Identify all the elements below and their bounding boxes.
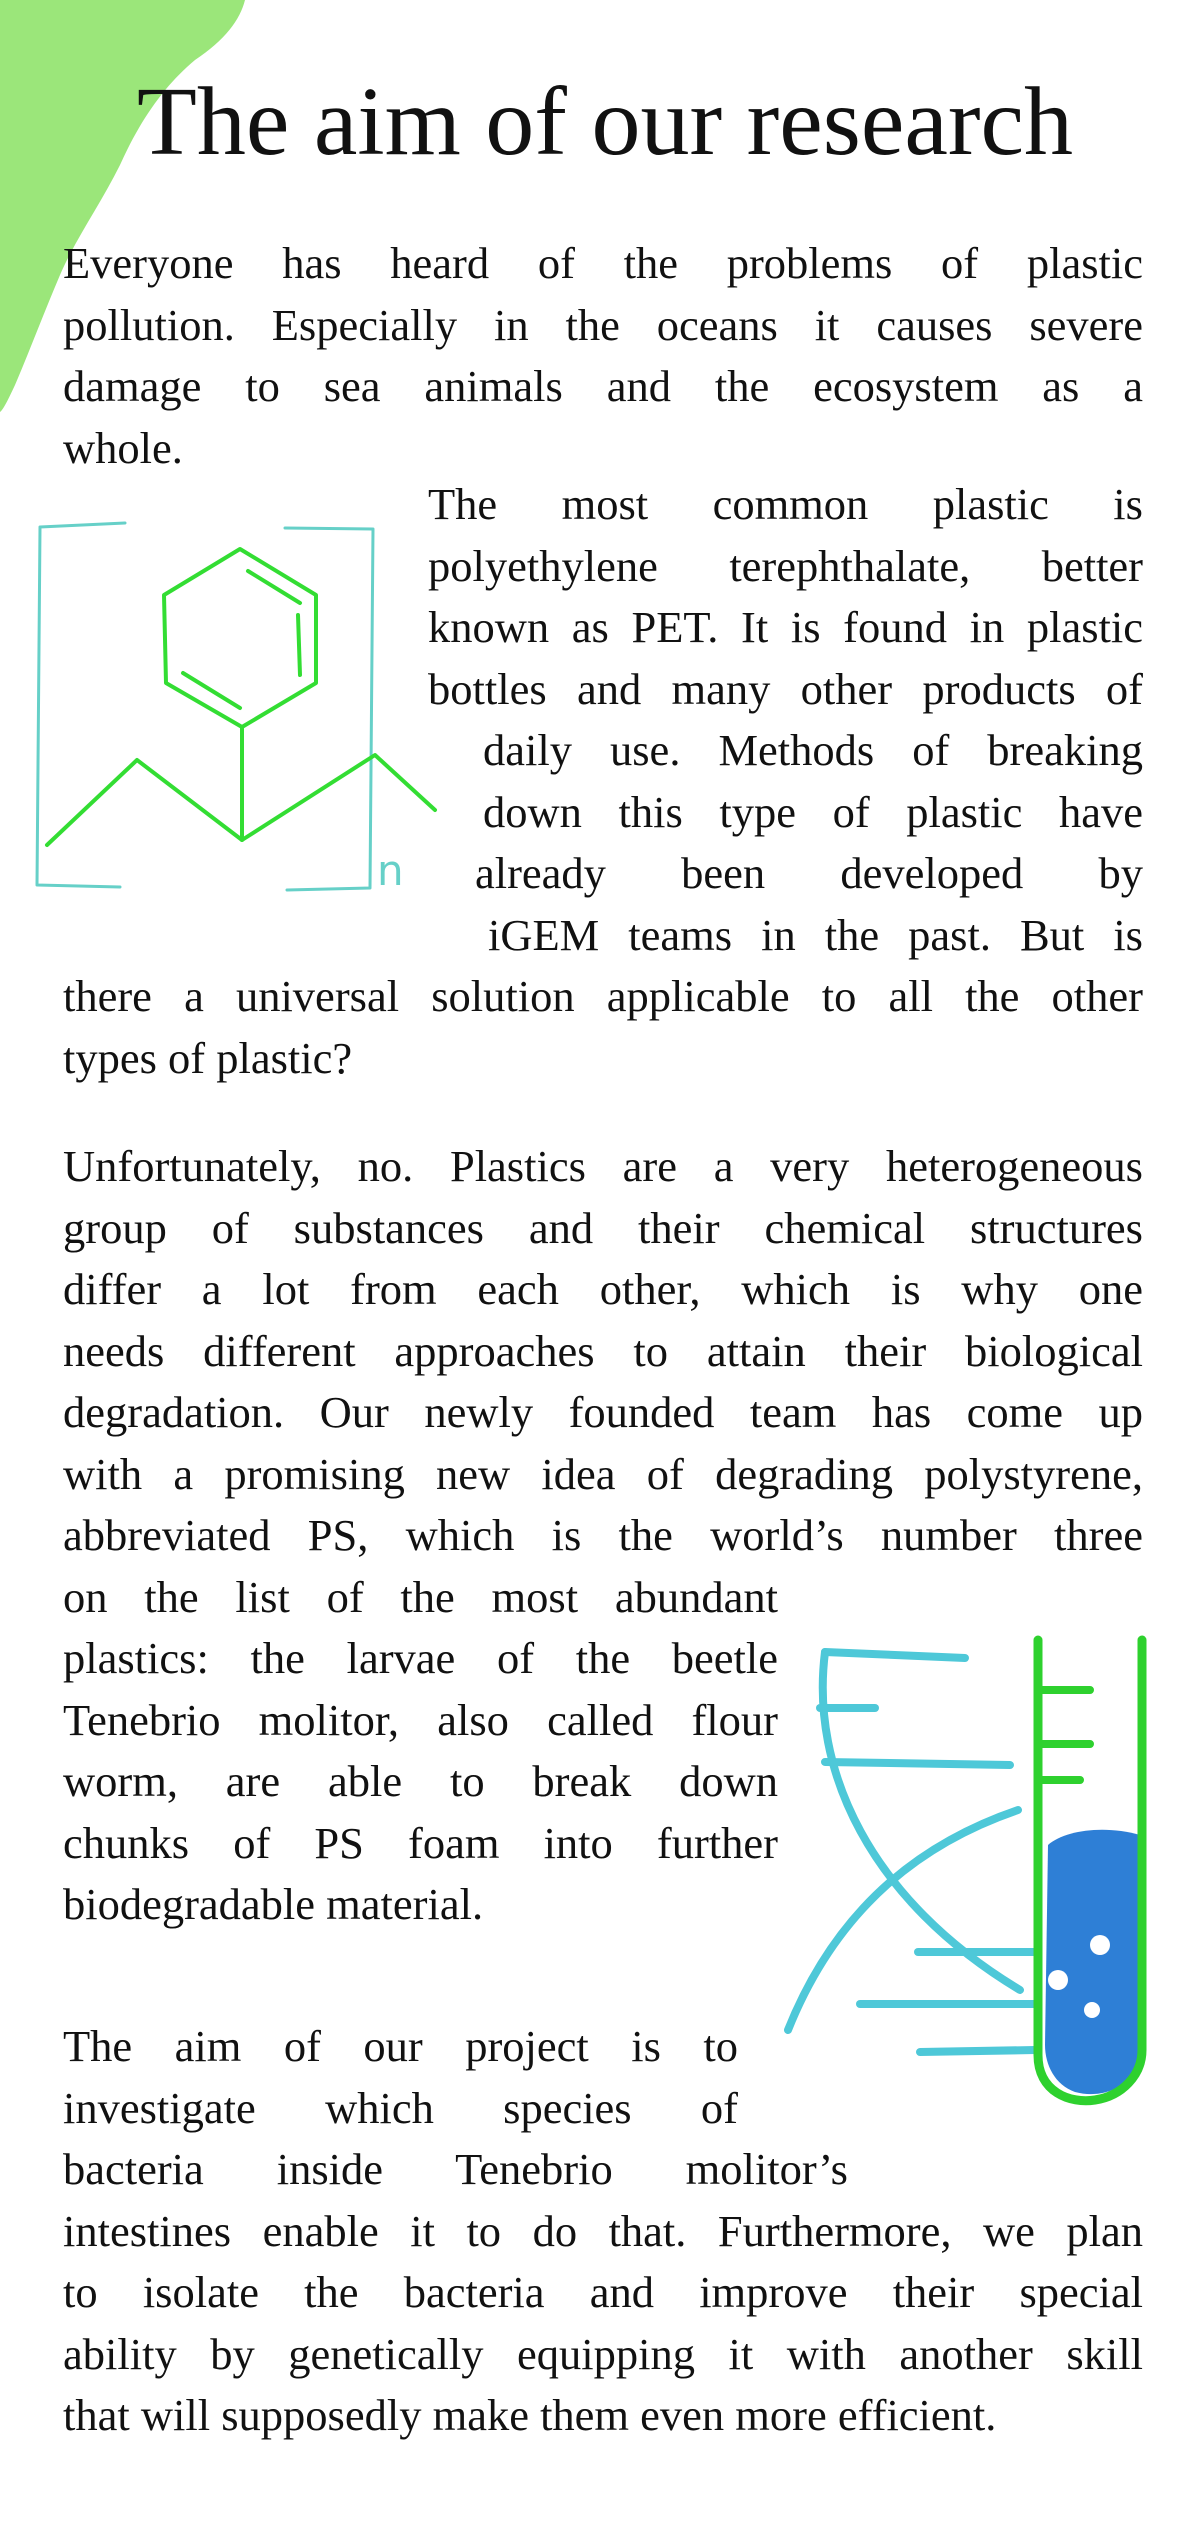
liquid-shape [1045, 1830, 1145, 2094]
text-line: Tenebrio molitor, also called flour [63, 1694, 778, 1745]
text-line: polyethylene terephthalate, better [428, 540, 1143, 591]
text-line: whole. [63, 422, 183, 473]
text-line: bottles and many other products of [428, 663, 1143, 714]
text-line: known as PET. It is found in plastic [428, 602, 1143, 652]
text-line: that will supposedly make them even more efficient. [63, 2390, 997, 2440]
text-line: down this type of plastic have [483, 786, 1143, 837]
text-line: investigate which species of [63, 2082, 738, 2133]
text-line: needs different approaches to attain their biological [63, 1325, 1143, 1376]
text-line: chunks of PS foam into further [63, 1817, 778, 1868]
text-line: ability by genetically equipping it with another skill [63, 2328, 1143, 2379]
text-line: biodegradable material. [63, 1879, 484, 1929]
text-line: plastics: the larvae of the beetle [63, 1633, 778, 1683]
text-line: abbreviated PS, which is the world’s number three [63, 1510, 1143, 1560]
text-line: with a promising new idea of degrading polystyrene, [63, 1448, 1143, 1499]
text-line: The most common plastic is [428, 479, 1143, 529]
repeat-unit-label: n [377, 846, 404, 895]
benzene-ring-icon [164, 549, 316, 727]
test-tube-icon [1038, 1640, 1145, 2101]
text-line: damage to sea animals and the ecosystem as a [63, 361, 1143, 411]
text-line: there a universal solution applicable to all the other [63, 971, 1143, 1021]
text-line: already been developed by [475, 848, 1143, 898]
text-line: intestines enable it to do that. Furthermore, we plan [63, 2205, 1143, 2256]
text-line: to isolate the bacteria and improve their special [63, 2267, 1143, 2317]
page-title: The aim of our research [137, 68, 1073, 176]
text-line: pollution. Especially in the oceans it causes severe [63, 299, 1143, 350]
paragraph-intro [63, 233, 1143, 479]
text-line: degradation. Our newly founded team has come up [63, 1387, 1143, 1437]
polystyrene-molecule-drawing [25, 515, 445, 915]
text-line: worm, are able to break down [63, 1756, 778, 1806]
text-line: types of plastic? [63, 1032, 353, 1083]
text-line: group of substances and their chemical structures [63, 1202, 1143, 1253]
text-line: The aim of our project is to [63, 2021, 738, 2071]
dna-helix-icon [788, 1652, 1035, 2052]
text-line: on the list of the most abundant [63, 1571, 778, 1622]
dna-and-test-tube-drawing [770, 1630, 1170, 2110]
text-line: daily use. Methods of breaking [483, 725, 1143, 775]
text-line: Unfortunately, no. Plastics are a very heterogeneous [63, 1141, 1143, 1191]
text-line: bacteria inside Tenebrio molitor’s [63, 2144, 848, 2194]
text-line: Everyone has heard of the problems of plastic [63, 238, 1143, 288]
text-line: iGEM teams in the past. But is [488, 909, 1143, 960]
carbon-chain-icon [47, 727, 435, 845]
text-line: differ a lot from each other, which is why one [63, 1264, 1143, 1314]
